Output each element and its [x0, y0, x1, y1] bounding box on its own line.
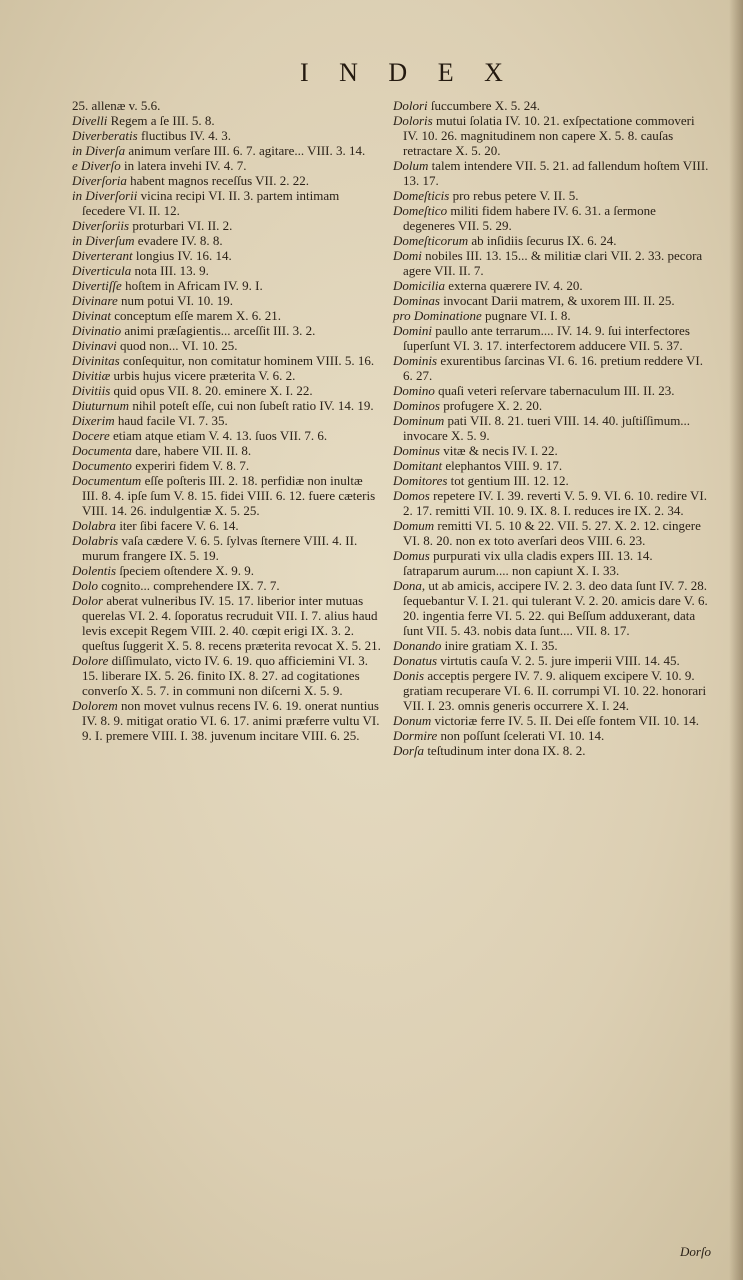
index-reference: evadere IV. 8. 8.	[134, 233, 223, 248]
index-entry	[393, 383, 711, 398]
index-reference: profugere X. 2. 20.	[439, 398, 543, 413]
index-entry	[393, 743, 711, 758]
index-keyword: Domum	[393, 518, 435, 533]
index-keyword: Domino	[393, 383, 435, 398]
index-entry	[72, 263, 382, 278]
index-keyword: Domus	[393, 548, 430, 563]
index-entry	[393, 98, 711, 113]
index-column-left	[72, 98, 382, 743]
index-keyword: Diverterant	[72, 248, 133, 263]
index-entry	[393, 248, 711, 278]
index-keyword: Docere	[72, 428, 110, 443]
page-gutter-shadow	[729, 0, 743, 1280]
index-reference: hoſtem in Africam IV. 9. I.	[121, 278, 263, 293]
index-entry	[393, 578, 711, 638]
index-keyword: Documenta	[72, 443, 132, 458]
index-reference: non poſſunt ſcelerati VI. 10. 14.	[437, 728, 605, 743]
index-entry	[393, 443, 711, 458]
index-keyword: Donum	[393, 713, 432, 728]
index-keyword: Dominum	[393, 413, 445, 428]
index-reference: 25. allenæ v. 5.6.	[72, 98, 161, 113]
index-keyword: Documento	[72, 458, 132, 473]
index-keyword: Diverſoriis	[72, 218, 130, 233]
index-entry	[72, 443, 382, 458]
index-entry	[393, 518, 711, 548]
index-keyword: Dolum	[393, 158, 429, 173]
index-reference: Regem a ſe III. 5. 8.	[107, 113, 215, 128]
index-keyword: e Diverſo	[72, 158, 121, 173]
index-entry	[72, 158, 382, 173]
index-keyword: in Diverſa	[72, 143, 126, 158]
index-keyword: Diuturnum	[72, 398, 130, 413]
index-entry	[72, 323, 382, 338]
index-reference: virtutis cauſa V. 2. 5. jure imperii VIII. 14. 45.	[437, 653, 680, 668]
index-entry	[393, 353, 711, 383]
index-keyword: Dolorem	[72, 698, 118, 713]
index-keyword: Dormire	[393, 728, 438, 743]
index-entry	[72, 398, 382, 413]
index-reference: haud facile VI. 7. 35.	[114, 413, 228, 428]
index-keyword: Donis	[393, 668, 425, 683]
index-entry	[72, 248, 382, 263]
index-reference: nobiles III. 13. 15... & militiæ clari VII. 2. 33. pecora agere VII. II. 7.	[403, 248, 703, 278]
page-header: I N D E X	[300, 58, 515, 87]
index-keyword: Dona	[393, 578, 422, 593]
index-keyword: Domicilia	[393, 278, 445, 293]
index-reference: ſuccumbere X. 5. 24.	[427, 98, 540, 113]
index-reference: inire gratiam X. I. 35.	[441, 638, 558, 653]
index-reference: vaſa cædere V. 6. 5. ſylvas ſternere VIII. 4. II. murum frangere IX. 5. 19.	[82, 533, 358, 563]
index-entry	[72, 128, 382, 143]
index-entry	[393, 653, 711, 668]
index-keyword: Domeſticis	[393, 188, 450, 203]
index-reference: paullo ante terrarum.... IV. 14. 9. ſui interfectores ſuperſunt VI. 3. 17. interfectorem adducere VII. 5. 37.	[403, 323, 690, 353]
index-keyword: Dolore	[72, 653, 109, 668]
index-keyword: Divinatio	[72, 323, 122, 338]
index-keyword: Dominis	[393, 353, 438, 368]
index-reference: purpurati vix ulla cladis expers III. 13. 14. ſatraparum aurum.... non capiunt X. I. 33.	[403, 548, 653, 578]
index-keyword: Domitant	[393, 458, 443, 473]
index-entry	[393, 668, 711, 713]
index-reference: fluctibus IV. 4. 3.	[137, 128, 232, 143]
index-entry	[72, 218, 382, 233]
index-entry	[72, 278, 382, 293]
index-reference: etiam atque etiam V. 4. 13. ſuos VII. 7. 6.	[109, 428, 328, 443]
index-entry	[393, 278, 711, 293]
index-keyword: Dolo	[72, 578, 98, 593]
index-entry	[72, 308, 382, 323]
index-reference: teſtudinum inter dona IX. 8. 2.	[424, 743, 586, 758]
index-keyword: Diverberatis	[72, 128, 138, 143]
index-entry	[72, 293, 382, 308]
index-reference: iter ſibi facere V. 6. 14.	[116, 518, 239, 533]
index-entry	[72, 593, 382, 653]
index-reference: cognito... comprehendere IX. 7. 7.	[98, 578, 280, 593]
index-entry	[393, 398, 711, 413]
index-keyword: Donando	[393, 638, 442, 653]
index-keyword: Documentum	[72, 473, 142, 488]
index-reference: invocant Darii matrem, & uxorem III. II. 25.	[439, 293, 675, 308]
index-entry	[393, 293, 711, 308]
index-reference: tot gentium III. 12. 12.	[447, 473, 569, 488]
index-reference: , ut ab amicis, accipere IV. 2. 3. deo data ſunt IV. 7. 28. ſequebantur V. I. 21. qui tulerant V. 2. 20. amicis dare V. 6. 20. ingentia ferre VI. 5. 22. qui Beſſum adduxerant, data ſunt VII. 5. 43. nobis data ſunt.... VII. 8. 17.	[403, 578, 708, 638]
index-reference: remitti VI. 5. 10 & 22. VII. 5. 27. X. 2. 12. cingere VI. 8. 20. non ex toto averſari deos VIII. 6. 23.	[403, 518, 701, 548]
index-reference: aberat vulneribus IV. 15. 17. liberior inter mutuas querelas VI. 2. 4. ſoporatus recruduit VII. I. 7. alius haud levis excepit Regem VIII. 2. 40. cœpit erigi IX. 3. 2. queſtus ſuggerit X. 5. 8. recens præterita revocat X. 5. 21.	[82, 593, 381, 653]
catchword: Dorſo	[680, 1244, 712, 1259]
index-reference: victoriæ ferre IV. 5. II. Dei eſſe fontem VII. 10. 14.	[431, 713, 700, 728]
index-reference: repetere IV. I. 39. reverti V. 5. 9. VI. 6. 10. redire VI. 2. 17. remitti VII. 10. 9. IX. 8. I. reduces ire IX. 2. 34.	[403, 488, 707, 518]
index-entry	[393, 188, 711, 203]
index-entry	[393, 158, 711, 188]
index-reference: pro rebus petere V. II. 5.	[449, 188, 579, 203]
index-entry	[72, 188, 382, 218]
index-keyword: Dorſa	[393, 743, 425, 758]
index-entry	[393, 473, 711, 488]
index-reference: quaſi veteri reſervare tabernaculum III. II. 23.	[434, 383, 675, 398]
index-entry	[393, 113, 711, 158]
index-entry	[393, 413, 711, 443]
index-reference: animum verſare III. 6. 7. agitare... VIII. 3. 14.	[125, 143, 366, 158]
index-entry	[72, 98, 382, 113]
index-keyword: Domeſtico	[393, 203, 448, 218]
index-entry	[72, 578, 382, 593]
index-reference: exurentibus ſarcinas VI. 6. 16. pretium reddere VI. 6. 27.	[403, 353, 704, 383]
index-reference: pati VII. 8. 21. tueri VIII. 14. 40. juſtiſſimum... invocare X. 5. 9.	[403, 413, 691, 443]
index-reference: militi fidem habere IV. 6. 31. a ſermone degeneres VII. 5. 29.	[403, 203, 656, 233]
index-keyword: Dominus	[393, 443, 440, 458]
index-reference: ab inſidiis ſecurus IX. 6. 24.	[468, 233, 617, 248]
index-keyword: Divertiſſe	[72, 278, 122, 293]
index-entry	[393, 488, 711, 518]
index-entry	[72, 353, 382, 368]
index-reference: ſpeciem oſtendere X. 9. 9.	[116, 563, 254, 578]
index-keyword: Divinavi	[72, 338, 117, 353]
index-entry	[72, 563, 382, 578]
index-entry	[72, 143, 382, 158]
index-reference: quid opus VII. 8. 20. eminere X. I. 22.	[110, 383, 313, 398]
index-keyword: Dolori	[393, 98, 428, 113]
index-keyword: Domi	[393, 248, 422, 263]
index-reference: pugnare VI. I. 8.	[481, 308, 571, 323]
index-reference: proturbari VI. II. 2.	[129, 218, 233, 233]
index-keyword: Dixerim	[72, 413, 115, 428]
index-entry	[72, 518, 382, 533]
index-reference: dare, habere VII. II. 8.	[131, 443, 252, 458]
index-reference: longius IV. 16. 14.	[132, 248, 232, 263]
index-keyword: Donatus	[393, 653, 438, 668]
index-entry	[393, 203, 711, 233]
index-entry	[72, 458, 382, 473]
index-entry	[72, 113, 382, 128]
index-reference: nota III. 13. 9.	[131, 263, 209, 278]
index-entry	[72, 698, 382, 743]
index-entry	[393, 548, 711, 578]
index-reference: acceptis pergere IV. 7. 9. aliquem excipere V. 10. 9. gratiam recuperare VI. 6. II. corrumpi VI. 10. 22. honorari VII. I. 23. omnis generis occurrere X. I. 24.	[403, 668, 707, 713]
index-keyword: Divitiis	[72, 383, 111, 398]
index-entry	[393, 458, 711, 473]
index-reference: diſſimulato, victo IV. 6. 19. quo afficiemini VI. 3. 15. liberare IX. 5. 26. finito IX. 8. 27. ad cogitationes converſo X. 5. 7. in communi non diſcerni X. 5. 9.	[82, 653, 368, 698]
index-keyword: in Diverſum	[72, 233, 135, 248]
index-keyword: Dominas	[393, 293, 440, 308]
index-keyword: Domitores	[393, 473, 448, 488]
index-keyword: Divinitas	[72, 353, 120, 368]
index-keyword: Domos	[393, 488, 430, 503]
index-reference: talem intendere VII. 5. 21. ad fallendum hoſtem VIII. 13. 17.	[403, 158, 709, 188]
index-keyword: Domini	[393, 323, 432, 338]
index-keyword: Divinare	[72, 293, 118, 308]
index-reference: eſſe poſteris III. 2. 18. perfidiæ non inultæ III. 8. 4. ipſe ſum V. 8. 15. fidei VIII. 6. 12. fuere cæteris VIII. 14. 26. indulgentiæ X. 5. 25.	[82, 473, 376, 518]
index-reference: mutui ſolatia IV. 10. 21. exſpectatione commoveri IV. 10. 26. magnitudinem non capere X. 5. 8. cauſas retractare X. 5. 20.	[403, 113, 695, 158]
index-entry	[393, 233, 711, 248]
index-entry	[393, 323, 711, 353]
index-reference: conceptum eſſe marem X. 6. 21.	[111, 308, 282, 323]
index-reference: nihil poteſt eſſe, cui non ſubeſt ratio IV. 14. 19.	[129, 398, 374, 413]
index-entry	[72, 533, 382, 563]
index-reference: non movet vulnus recens IV. 6. 19. onerat nuntius IV. 8. 9. mitigat oratio VI. 6. 17. animi præferre vultu VI. 9. I. premere VIII. I. 38. juvenum incitare VIII. 6. 25.	[82, 698, 380, 743]
index-entry	[72, 413, 382, 428]
index-entry	[72, 233, 382, 248]
index-keyword: Dolor	[72, 593, 104, 608]
index-keyword: Dolentis	[72, 563, 117, 578]
index-entry	[72, 173, 382, 188]
index-reference: vitæ & necis IV. I. 22.	[439, 443, 558, 458]
index-keyword: Dolabris	[72, 533, 119, 548]
index-reference: habent magnos receſſus VII. 2. 22.	[126, 173, 309, 188]
index-reference: urbis hujus vicere præterita V. 6. 2.	[110, 368, 296, 383]
index-keyword: Diverticula	[72, 263, 132, 278]
index-reference: quod non... VI. 10. 25.	[116, 338, 238, 353]
index-keyword: Divelli	[72, 113, 108, 128]
index-entry	[72, 368, 382, 383]
index-entry	[393, 713, 711, 728]
index-reference: experiri fidem V. 8. 7.	[131, 458, 250, 473]
index-entry	[393, 308, 711, 323]
index-reference: vicina recipi VI. II. 3. partem intimam ſecedere VI. II. 12.	[82, 188, 340, 218]
index-entry	[72, 653, 382, 698]
index-entry	[393, 728, 711, 743]
index-keyword: pro Dominatione	[393, 308, 482, 323]
index-keyword: Divitiæ	[72, 368, 111, 383]
index-keyword: Divinat	[72, 308, 111, 323]
index-column-right	[393, 98, 711, 758]
index-keyword: Dominos	[393, 398, 440, 413]
index-reference: animi præſagientis... arceſſit III. 3. 2.	[121, 323, 316, 338]
index-entry	[72, 383, 382, 398]
index-keyword: in Diverſorii	[72, 188, 138, 203]
index-entry	[72, 338, 382, 353]
index-reference: elephantos VIII. 9. 17.	[442, 458, 563, 473]
index-entry	[72, 428, 382, 443]
index-entry	[72, 473, 382, 518]
index-reference: externa quærere IV. 4. 20.	[445, 278, 583, 293]
index-reference: in latera invehi IV. 4. 7.	[120, 158, 247, 173]
index-keyword: Doloris	[393, 113, 433, 128]
index-reference: conſequitur, non comitatur hominem VIII. 5. 16.	[119, 353, 375, 368]
index-keyword: Dolabra	[72, 518, 117, 533]
index-entry	[393, 638, 711, 653]
index-keyword: Domeſticorum	[393, 233, 469, 248]
index-keyword: Diverſoria	[72, 173, 127, 188]
index-reference: num potui VI. 10. 19.	[117, 293, 234, 308]
